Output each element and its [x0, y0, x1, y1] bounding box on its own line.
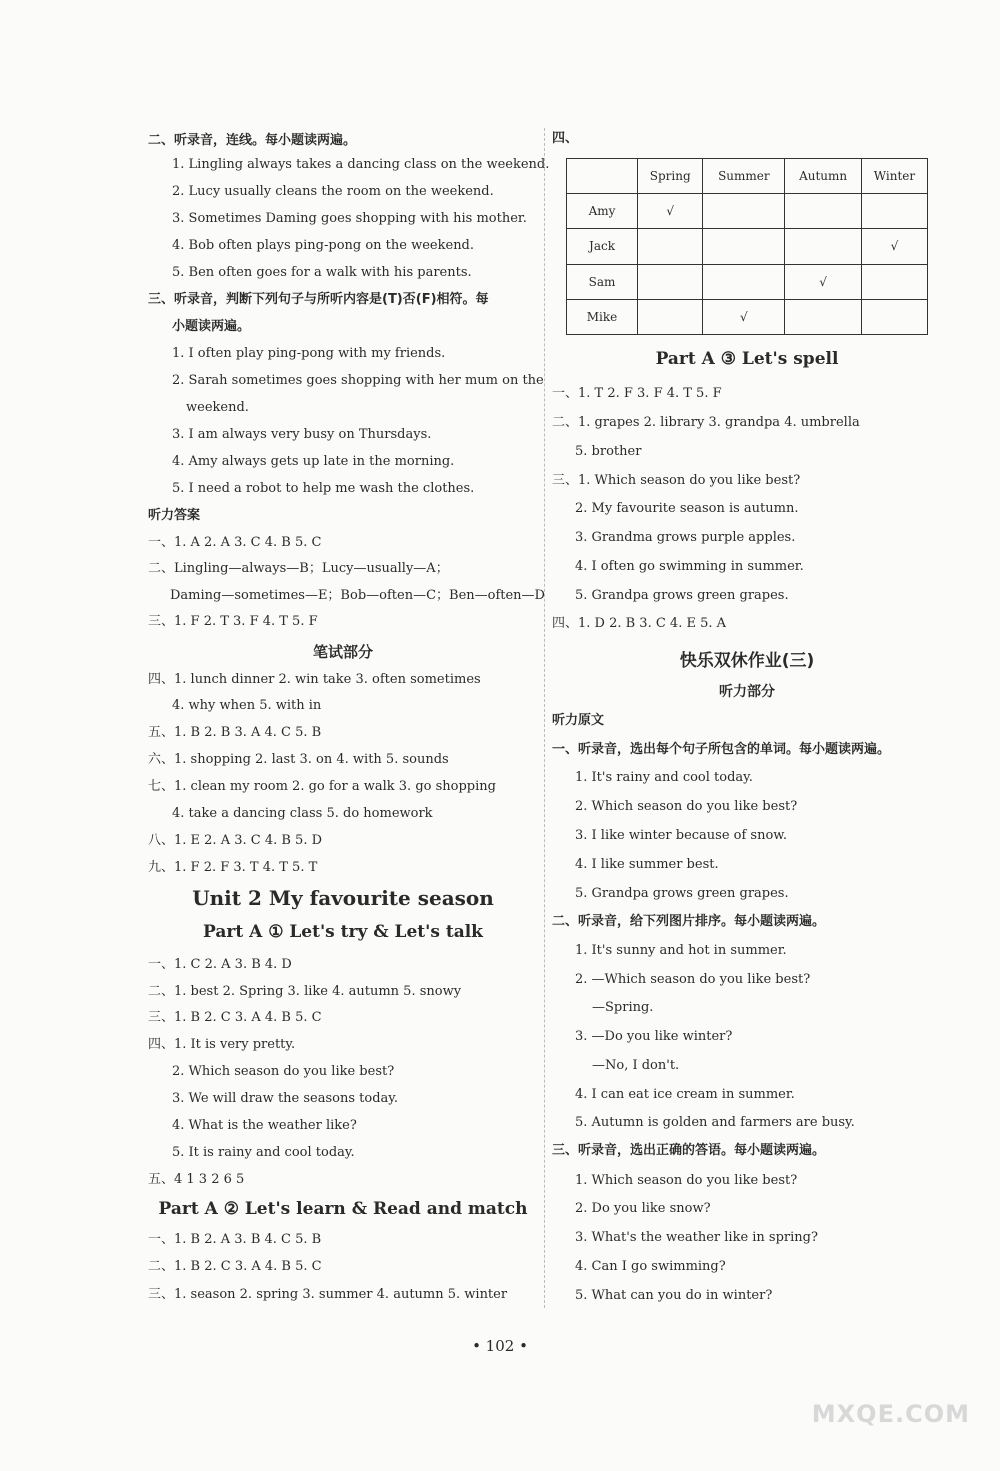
answer-line: 六、1. shopping 2. last 3. on 4. with 5. sounds: [148, 752, 449, 767]
answer-line: 四、1. It is very pretty.: [148, 1037, 296, 1052]
answer-line: 2. Which season do you like best?: [172, 1064, 395, 1079]
list-item: 2. Do you like snow?: [575, 1201, 711, 1216]
table-cell: [785, 229, 862, 264]
answer-line: 八、1. E 2. A 3. C 4. B 5. D: [148, 833, 323, 848]
list-item: 5. What can you do in winter?: [575, 1288, 773, 1303]
watermark: MXQE.COM: [811, 1400, 970, 1428]
page-number: • 102 •: [472, 1337, 528, 1355]
answer-line: 一、1. A 2. A 3. C 4. B 5. C: [148, 535, 322, 550]
answer-line: 九、1. F 2. F 3. T 4. T 5. T: [148, 860, 318, 875]
answer-line: 三、1. Which season do you like best?: [552, 473, 801, 488]
list-item: 4. Amy always gets up late in the morning.: [172, 454, 455, 469]
table-cell: [638, 299, 703, 334]
answer-line: 3. We will draw the seasons today.: [172, 1091, 399, 1106]
list-item: 5. Autumn is golden and farmers are busy.: [575, 1115, 855, 1130]
table-cell: Amy: [567, 194, 638, 229]
answer-line: 2. My favourite season is autumn.: [575, 501, 799, 516]
table-header: Autumn: [785, 159, 862, 194]
answer-line: 五、1. B 2. B 3. A 4. C 5. B: [148, 725, 322, 740]
answer-line: 二、Lingling—always—B；Lucy—usually—A；: [148, 561, 449, 576]
list-item: 1. Which season do you like best?: [575, 1173, 798, 1188]
list-item: —Spring.: [592, 1000, 654, 1015]
weekend-homework-title: 快乐双休作业(三): [679, 651, 815, 671]
answer-line: 一、1. C 2. A 3. B 4. D: [148, 957, 292, 972]
list-item: 1. It's rainy and cool today.: [575, 770, 753, 785]
list-item: 2. Sarah sometimes goes shopping with her mum on the: [172, 373, 544, 388]
table-cell: [703, 229, 785, 264]
list-item: 2. Which season do you like best?: [575, 799, 798, 814]
answer-line: 4. why when 5. with in: [172, 698, 322, 713]
table-header-row: [567, 159, 928, 194]
answer-line: 5. brother: [575, 444, 642, 459]
list-item: 4. I like summer best.: [575, 857, 719, 872]
answer-line: 四、1. lunch dinner 2. win take 3. often sometimes: [148, 672, 481, 687]
table-cell: [861, 194, 927, 229]
table-cell: √: [785, 264, 862, 299]
list-item: —No, I don't.: [592, 1058, 680, 1073]
list-item: 2. Lucy usually cleans the room on the weekend.: [172, 184, 494, 199]
table-header: Summer: [703, 159, 785, 194]
unit-title: Unit 2 My favourite season: [192, 886, 494, 910]
list-item: 4. Bob often plays ping-pong on the weekend.: [172, 238, 475, 253]
answer-line: Daming—sometimes—E；Bob—often—C；Ben—often—D: [170, 588, 545, 603]
answer-line: 一、1. T 2. F 3. F 4. T 5. F: [552, 386, 722, 401]
question-3-title: 三、听录音，选出正确的答语。每小题读两遍。: [552, 1143, 826, 1158]
table-cell: √: [703, 299, 785, 334]
original-text-label: 听力原文: [552, 713, 605, 728]
answer-line: 七、1. clean my room 2. go for a walk 3. go shopping: [148, 779, 496, 794]
list-item: weekend.: [186, 400, 249, 415]
part-a2-title: Part A ② Let's learn & Read and match: [158, 1199, 528, 1219]
question-2-title: 二、听录音，给下列图片排序。每小题读两遍。: [552, 914, 826, 929]
answer-line: 3. Grandma grows purple apples.: [575, 530, 796, 545]
answer-line: 五、4 1 3 2 6 5: [148, 1172, 245, 1187]
part-a3-title: Part A ③ Let's spell: [655, 349, 839, 369]
answer-line: 4. I often go swimming in summer.: [575, 559, 804, 574]
list-item: 2. —Which season do you like best?: [575, 972, 811, 987]
answer-line: 三、1. F 2. T 3. F 4. T 5. F: [148, 614, 318, 629]
table-cell: Jack: [567, 229, 638, 264]
list-item: 1. Lingling always takes a dancing class on the weekend.: [172, 157, 550, 172]
table-cell: Mike: [567, 299, 638, 334]
table-header: Spring: [638, 159, 703, 194]
table-cell: [861, 264, 927, 299]
table-header: Winter: [861, 159, 927, 194]
column-divider: [544, 128, 545, 1308]
table-cell: [703, 264, 785, 299]
answer-line: 三、1. B 2. C 3. A 4. B 5. C: [148, 1010, 322, 1025]
list-item: 5. I need a robot to help me wash the clothes.: [172, 481, 475, 496]
answer-line: 二、1. B 2. C 3. A 4. B 5. C: [148, 1259, 322, 1274]
table-cell: [785, 194, 862, 229]
answer-line: 5. Grandpa grows green grapes.: [575, 588, 789, 603]
answer-line: 4. take a dancing class 5. do homework: [172, 806, 433, 821]
table-cell: [567, 159, 638, 194]
table-cell: [785, 299, 862, 334]
answer-line: 5. It is rainy and cool today.: [172, 1145, 355, 1160]
list-item: 5. Ben often goes for a walk with his parents.: [172, 265, 472, 280]
list-item: 3. —Do you like winter?: [575, 1029, 733, 1044]
answer-line: 二、1. best 2. Spring 3. like 4. autumn 5. snowy: [148, 984, 462, 999]
list-item: 3. Sometimes Daming goes shopping with his mother.: [172, 211, 527, 226]
listening-answers-heading: 听力答案: [148, 508, 201, 523]
table-cell: [638, 264, 703, 299]
question-1-title: 一、听录音，选出每个句子所包含的单词。每小题读两遍。: [552, 742, 891, 757]
list-item: 1. It's sunny and hot in summer.: [575, 943, 787, 958]
list-item: 3. What's the weather like in spring?: [575, 1230, 818, 1245]
table-row: [567, 194, 928, 229]
answer-line: 四、1. D 2. B 3. C 4. E 5. A: [552, 616, 727, 631]
answer-line: 三、1. season 2. spring 3. summer 4. autumn 5. winter: [148, 1287, 508, 1302]
section-4-label: 四、: [552, 131, 579, 146]
list-item: 4. I can eat ice cream in summer.: [575, 1087, 795, 1102]
table-row: [567, 229, 928, 264]
part-a1-title: Part A ① Let's try & Let's talk: [203, 922, 483, 942]
section-2-title: 二、听录音，连线。每小题读两遍。: [148, 133, 357, 148]
list-item: 5. Grandpa grows green grapes.: [575, 886, 789, 901]
table-cell: [861, 299, 927, 334]
section-3-title: 三、听录音，判断下列句子与所听内容是(T)否(F)相符。每: [148, 292, 489, 307]
answer-line: 二、1. grapes 2. library 3. grandpa 4. umbrella: [552, 415, 860, 430]
answer-line: 一、1. B 2. A 3. B 4. C 5. B: [148, 1232, 322, 1247]
table-cell: [703, 194, 785, 229]
table-row: [567, 299, 928, 334]
written-part-heading: 笔试部分: [312, 643, 373, 661]
section-3-title-cont: 小题读两遍。: [172, 319, 251, 334]
listening-part-heading: 听力部分: [719, 684, 775, 700]
table-cell: √: [638, 194, 703, 229]
answer-line: 4. What is the weather like?: [172, 1118, 357, 1133]
table-cell: [638, 229, 703, 264]
table-row: [567, 264, 928, 299]
seasons-table: [566, 158, 928, 335]
table-cell: √: [861, 229, 927, 264]
list-item: 1. I often play ping-pong with my friends.: [172, 346, 446, 361]
list-item: 3. I am always very busy on Thursdays.: [172, 427, 432, 442]
list-item: 3. I like winter because of snow.: [575, 828, 788, 843]
table-cell: Sam: [567, 264, 638, 299]
list-item: 4. Can I go swimming?: [575, 1259, 726, 1274]
